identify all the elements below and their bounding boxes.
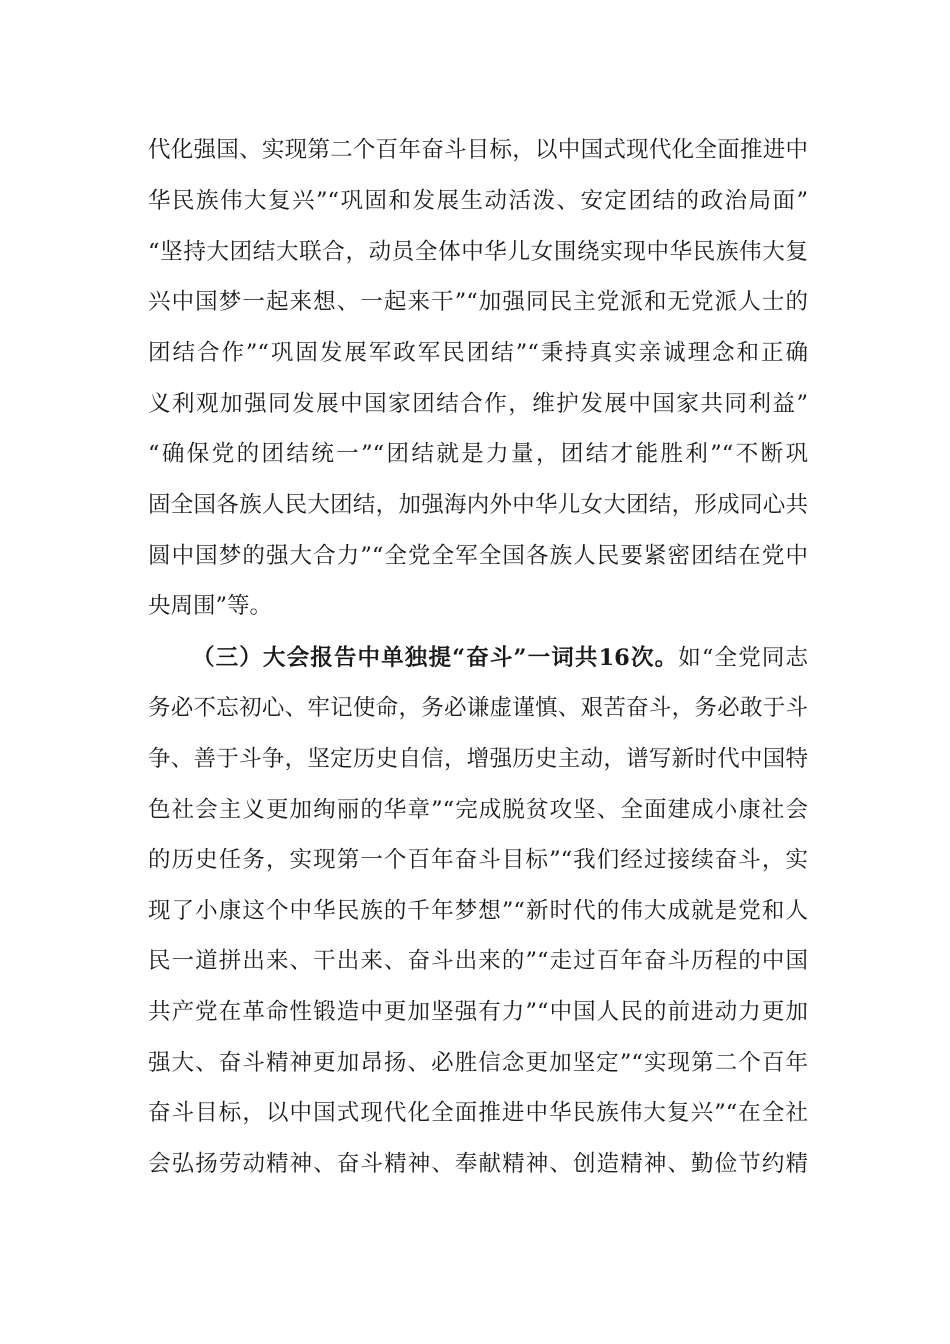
text-line: “确保党的团结统一”“团结就是力量，团结才能胜利”“不断巩 [148, 441, 808, 467]
text-line: 央周围”等。 [148, 593, 273, 619]
text-line: 强大、奋斗精神更加昂扬、必胜信念更加坚定”“实现第二个百年 [148, 1050, 808, 1076]
text-line: 奋斗目标，以中国式现代化全面推进中华民族伟大复兴”“在全社 [148, 1100, 808, 1126]
text-line: 现了小康这个中华民族的千年梦想”“新时代的伟大成就是党和人 [148, 898, 808, 924]
text-line-first [192, 641, 808, 675]
text-line: 色社会主义更加绚丽的华章”“完成脱贫攻坚、全面建成小康社会 [148, 797, 808, 823]
text-line: 华民族伟大复兴”“巩固和发展生动活泼、安定团结的政治局面” [148, 188, 808, 214]
text-line: 固全国各族人民大团结，加强海内外中华儿女大团结，形成同心共 [148, 492, 808, 518]
text-line: 代化强国、实现第二个百年奋斗目标，以中国式现代化全面推进中 [148, 137, 808, 163]
text-line: 争、善于斗争，坚定历史自信，增强历史主动，谱写新时代中国特 [148, 746, 808, 772]
text-line: 的历史任务，实现第一个百年奋斗目标”“我们经过接续奋斗，实 [148, 847, 808, 873]
text-line: 民一道拼出来、干出来、奋斗出来的”“走过百年奋斗历程的中国 [148, 948, 808, 974]
text-line: “坚持大团结大联合，动员全体中华儿女围绕实现中华民族伟大复 [148, 239, 808, 265]
section-lead: （三）大会报告中单独提“奋斗”一词共16次。 [192, 645, 679, 671]
text-line: 会弘扬劳动精神、奋斗精神、奉献精神、创造精神、勤俭节约精 [148, 1151, 808, 1177]
text-run: 如“全党同志 [678, 645, 808, 671]
text-line: 团结合作”“巩固发展军政军民团结”“秉持真实亲诚理念和正确 [148, 340, 808, 366]
text-line: 义利观加强同发展中国家团结合作，维护发展中国家共同利益” [148, 391, 808, 417]
text-line: 务必不忘初心、牢记使命，务必谦虚谨慎、艰苦奋斗，务必敢于斗 [148, 695, 808, 721]
text-line: 圆中国梦的强大合力”“全党全军全国各族人民要紧密团结在党中 [148, 543, 808, 569]
text-line: 兴中国梦一起来想、一起来干”“加强同民主党派和无党派人士的 [148, 289, 808, 315]
text-line: 共产党在革命性锻造中更加坚强有力”“中国人民的前进动力更加 [148, 999, 808, 1025]
